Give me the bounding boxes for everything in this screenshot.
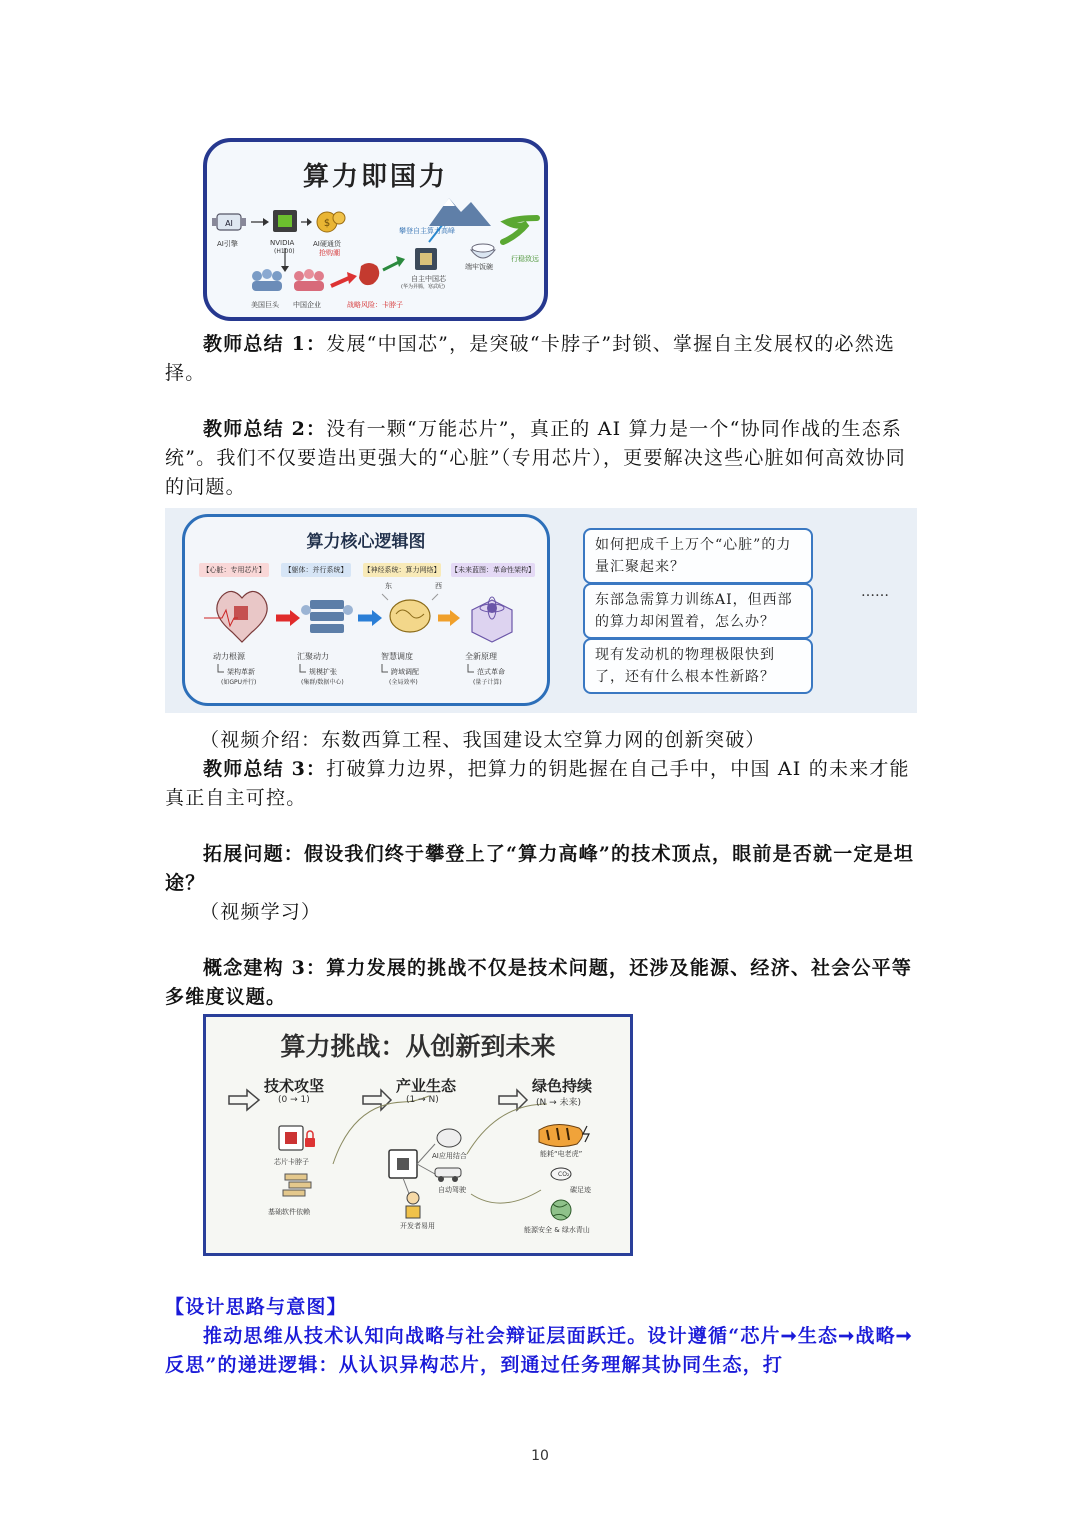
figure-compute-power-national-power: [203, 138, 548, 321]
item-energy-tiger: 能耗“电老虎”: [540, 1150, 583, 1158]
tag-body: 【躯体：并行系统】: [281, 563, 351, 577]
label-steady: 行稳致远: [511, 255, 539, 263]
challenges-graphics: [203, 1014, 633, 1256]
caption-power-source: 动力根源: [213, 652, 245, 661]
label-ai-engine: AI引擎: [217, 240, 238, 248]
figure-title: 算力即国力: [302, 162, 448, 192]
figure-compute-challenges: [203, 1014, 633, 1256]
sub-paradigm: 范式革命: [477, 668, 505, 676]
figure-compute-core-logic: [165, 508, 917, 713]
teacher-summary-2: [165, 415, 917, 502]
col-head-tech: 技术攻坚: [264, 1077, 325, 1095]
label-nvidia-model: (H100): [274, 248, 295, 255]
item-dev-easy: 开发者易用: [400, 1222, 435, 1230]
item-carbon: 碳足迹: [570, 1186, 591, 1194]
tag-heart: 【心脏：专用芯片】: [199, 563, 269, 577]
label-peak: 攀登自主算力高峰: [399, 227, 455, 235]
label-strategic-risk: 战略风险：卡脖子: [347, 301, 403, 309]
col-head-green: 绿色持续: [532, 1077, 593, 1095]
question-box-2: 东部急需算力训练AI，但西部的算力却闲置着，怎么办？: [583, 583, 813, 639]
summary-1-body: 发展“中国芯”，是突破“卡脖子”封锁、掌握自主发展权的必然选择。: [165, 333, 896, 384]
label-ai-currency: AI硬通货: [313, 240, 341, 248]
tag-nerve: 【神经系统：算力网络】: [363, 563, 441, 577]
col-sub-tech: (0 → 1): [278, 1095, 310, 1105]
sub-scale: 规模扩张: [309, 668, 337, 676]
summary-2-body: 没有一颗“万能芯片”，真正的 AI 算力是一个“协同作战的生态系统”。我们不仅要造出更强大的“心脏”（专用芯片），更要解决这些心脏如何高效协同的问题。: [165, 418, 906, 498]
teacher-summary-1: [165, 330, 917, 388]
caption-new-principle: 全新原理: [465, 652, 497, 661]
col-head-industry: 产业生态: [396, 1077, 457, 1095]
page-number: 10: [531, 1448, 549, 1464]
figure-illustration: [203, 138, 548, 321]
item-green-mountains: 能源安全 & 绿水青山: [524, 1226, 590, 1234]
col-sub-green: (N → 未来): [536, 1098, 582, 1108]
label-east: 东: [385, 582, 392, 590]
design-heading: 【设计思路与意图】: [165, 1296, 347, 1318]
label-china-firms: 中国企业: [293, 301, 321, 309]
label-nvidia: NVIDIA: [270, 239, 295, 247]
summary-3-lead: 教师总结 3：: [203, 758, 327, 780]
svg-text:$: $: [323, 218, 331, 229]
sub-cross-region: 跨域调配: [391, 668, 419, 676]
design-body: 推动思维从技术认知向战略与社会辩证层面跃迁。设计遵循“芯片➞生态➞战略➞反思”的递进逻辑：从认识异构芯片，到通过任务理解其协同生态，打: [165, 1325, 913, 1376]
summary-3-body: 打破算力边界，把算力的钥匙握在自己手中，中国 AI 的未来才能真正自主可控。: [165, 758, 910, 809]
svg-text:AI: AI: [225, 219, 233, 228]
item-chip-choke: 芯片卡脖子: [274, 1158, 309, 1166]
item-co2: CO₂: [558, 1171, 570, 1178]
video-study: （视频学习）: [200, 901, 322, 923]
video-intro: （视频介绍：东数西算工程、我国建设太空算力网的创新突破）: [200, 729, 766, 751]
figure-title: 算力挑战：从创新到未来: [280, 1032, 556, 1061]
sub-architecture: 架构革新: [227, 668, 255, 676]
label-secure-bowl: 端牢饭碗: [465, 263, 493, 271]
sub2-global: (全局效率): [389, 679, 418, 686]
caption-gather-power: 汇聚动力: [297, 652, 329, 661]
question-box-1: 如何把成千上万个“心脏”的力量汇聚起来？: [583, 528, 813, 584]
label-us-giants: 美国巨头: [251, 301, 279, 309]
summary-1-lead: 教师总结 1：: [203, 333, 327, 355]
teacher-summary-3: [165, 755, 917, 813]
tag-future: 【未来蓝图：革命性架构】: [451, 563, 535, 577]
item-ai-app: AI应用结合: [432, 1152, 467, 1160]
concept-construction-3: 概念建构 3：算力发展的挑战不仅是技术问题，还涉及能源、经济、社会公平等多维度议题。: [165, 957, 913, 1008]
logic-diagram-panel: [182, 514, 550, 706]
summary-2-lead: 教师总结 2：: [203, 418, 327, 440]
extension-question: 拓展问题：假设我们终于攀登上了“算力高峰”的技术顶点，眼前是否就一定是坦途？: [165, 843, 915, 894]
item-basic-software: 基础软件依赖: [268, 1208, 310, 1216]
label-west: 西: [435, 582, 442, 590]
label-own-chip-sub: (华为昇腾，寒武纪): [401, 284, 445, 290]
sub2-gpu: (如GPU并行): [221, 679, 257, 686]
label-own-chip: 自主中国芯: [411, 275, 446, 283]
sub2-quantum: (量子计算): [473, 679, 502, 686]
figure-title: 算力核心逻辑图: [306, 532, 426, 552]
sub2-cluster: (集群/数据中心): [301, 679, 344, 686]
ellipsis: ……: [861, 584, 889, 600]
question-box-3: 现有发动机的物理极限快到了，还有什么根本性新路？: [583, 638, 813, 694]
caption-smart-dispatch: 智慧调度: [381, 652, 413, 661]
item-auto-drive: 自动驾驶: [438, 1186, 466, 1194]
label-shortage: 抢购潮: [319, 249, 340, 257]
col-sub-industry: (1 → N): [406, 1095, 439, 1105]
